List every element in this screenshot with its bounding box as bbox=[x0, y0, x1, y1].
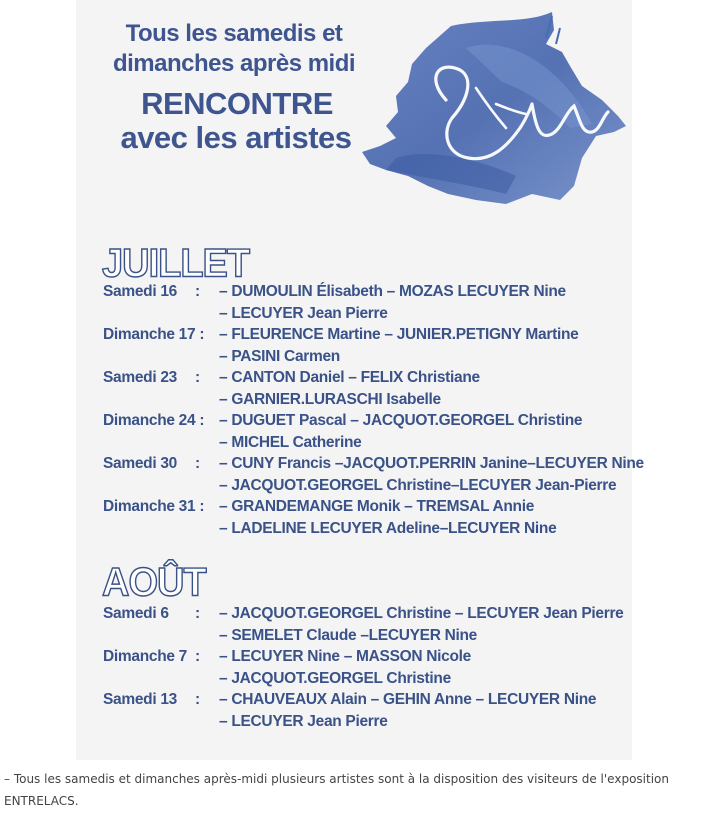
schedule-colon: : bbox=[195, 648, 200, 666]
schedule-artists: – CUNY Francis –JACQUOT.PERRIN Janine–LECUYER Nine bbox=[219, 455, 644, 472]
schedule-row bbox=[103, 453, 644, 475]
schedule-row bbox=[103, 389, 633, 411]
schedule-row bbox=[103, 432, 633, 454]
schedule-artists: – GRANDEMANGE Monik – TREMSAL Annie bbox=[219, 498, 535, 515]
schedule-day: Samedi 16 bbox=[103, 283, 177, 300]
schedule-day: Samedi 13 bbox=[103, 691, 177, 709]
schedule-artists: – JACQUOT.GEORGEL Christine bbox=[219, 669, 451, 687]
schedule-artists: – LECUYER Nine – MASSON Nicole bbox=[219, 648, 471, 666]
schedule-artists: – CANTON Daniel – FELIX Christiane bbox=[219, 369, 480, 386]
schedule-row bbox=[103, 668, 633, 690]
schedule-artists: – JACQUOT.GEORGEL Christine–LECUYER Jean-Pierre bbox=[219, 476, 617, 494]
schedule-row bbox=[103, 689, 633, 711]
schedule-row bbox=[103, 496, 633, 518]
schedule-row bbox=[103, 711, 633, 733]
schedule-day: Dimanche 7 bbox=[103, 648, 188, 666]
schedule-artists: – MICHEL Catherine bbox=[219, 433, 362, 451]
schedule-artists: – SEMELET Claude –LECUYER Nine bbox=[219, 626, 477, 644]
schedule-artists: – GARNIER.LURASCHI Isabelle bbox=[219, 390, 441, 408]
schedule-day: Samedi 23 bbox=[103, 369, 177, 386]
footer-note: – Tous les samedis et dimanches après-midi plusieurs artistes sont à la disposition des visiteurs de l'exposition ENTRELACS. bbox=[4, 772, 669, 808]
header-artistes: avec les artistes bbox=[120, 120, 352, 155]
schedule-artists: – LADELINE LECUYER Adeline–LECUYER Nine bbox=[219, 519, 557, 537]
schedule-row bbox=[103, 518, 633, 540]
schedule-row bbox=[103, 625, 633, 647]
header-rencontre: RENCONTRE bbox=[141, 86, 333, 121]
schedule-row bbox=[103, 303, 633, 325]
schedule-row bbox=[103, 410, 633, 432]
schedule-row bbox=[103, 324, 633, 346]
schedule-colon: : bbox=[195, 369, 200, 386]
month-title-juillet: JUILLET bbox=[102, 241, 250, 286]
schedule-row bbox=[103, 367, 633, 389]
entrelacs-logo bbox=[356, 8, 631, 208]
schedule-artists: – DUMOULIN Élisabeth – MOZAS LECUYER Nine bbox=[219, 283, 566, 300]
header-line-2: dimanches après midi bbox=[112, 50, 356, 77]
schedule-day: Dimanche 24 : bbox=[103, 412, 205, 429]
schedule-artists: – LECUYER Jean Pierre bbox=[219, 304, 388, 322]
schedule-artists: – DUGUET Pascal – JACQUOT.GEORGEL Christine bbox=[219, 412, 583, 429]
schedule-artists: – CHAUVEAUX Alain – GEHIN Anne – LECUYER Nine bbox=[219, 691, 597, 709]
schedule-colon: : bbox=[195, 455, 200, 472]
schedule-row bbox=[103, 346, 633, 368]
schedule-artists: – LECUYER Jean Pierre bbox=[219, 713, 388, 730]
schedule-colon: : bbox=[195, 283, 200, 300]
schedule-artists: – PASINI Carmen bbox=[219, 347, 340, 365]
schedule-row bbox=[103, 281, 633, 303]
schedule-row bbox=[103, 603, 633, 625]
schedule-day: Dimanche 31 : bbox=[103, 498, 205, 515]
header-line-1: Tous les samedis et bbox=[125, 20, 343, 47]
schedule-artists: – FLEURENCE Martine – JUNIER.PETIGNY Martine bbox=[219, 326, 579, 343]
logo-watercolor-shape bbox=[356, 8, 631, 208]
month-title-aout: AOÛT bbox=[102, 560, 206, 605]
schedule-day: Samedi 30 bbox=[103, 455, 177, 472]
schedule-artists: – JACQUOT.GEORGEL Christine – LECUYER Jean Pierre bbox=[219, 605, 624, 622]
schedule-day: Samedi 6 bbox=[103, 605, 169, 622]
schedule-colon: : bbox=[195, 691, 200, 709]
schedule-row bbox=[103, 475, 633, 497]
schedule-row bbox=[103, 646, 633, 668]
schedule-colon: : bbox=[195, 605, 200, 622]
schedule-day: Dimanche 17 : bbox=[103, 326, 205, 343]
